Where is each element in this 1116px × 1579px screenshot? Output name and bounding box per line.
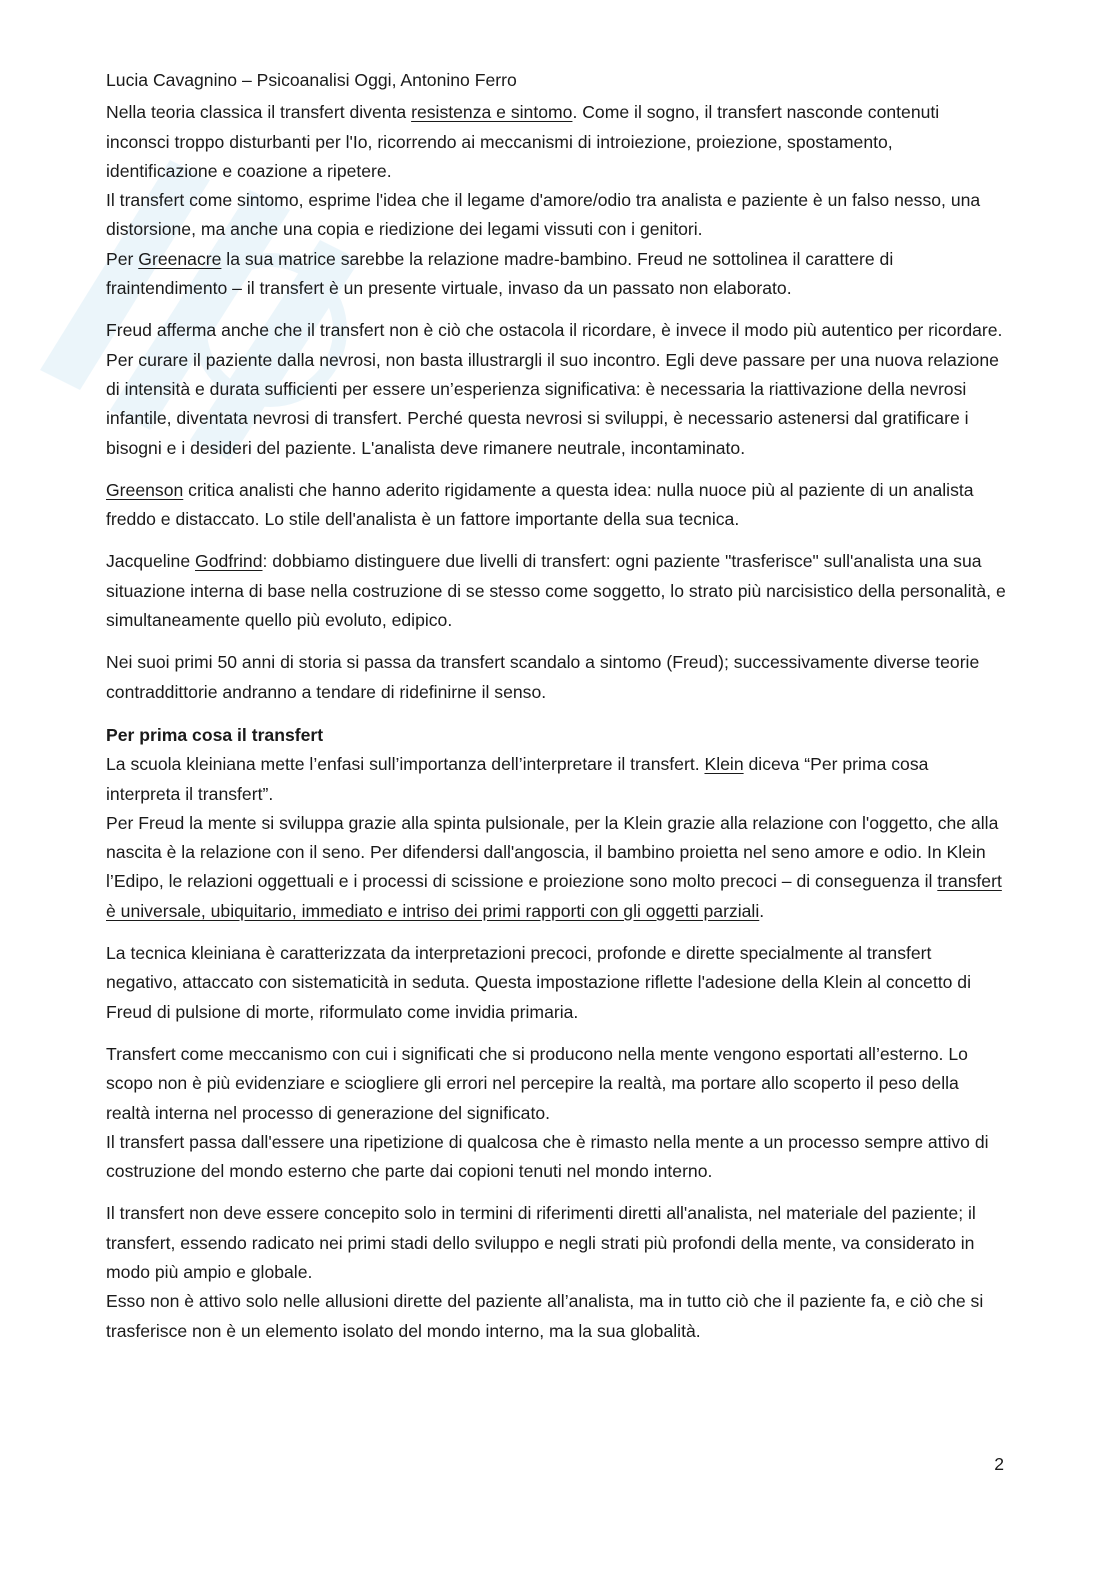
- underlined-author: Greenacre: [138, 248, 222, 269]
- paragraph-kleinian-school: La scuola kleiniana mette l’enfasi sull’importanza dell’interpretare il transfert. Klein diceva “Per prima cosa interpreta il transfert”.: [106, 754, 929, 804]
- underlined-phrase: transfert è universale, ubiquitario, immediato e intriso dei primi rapporti con gli oggetti parziali: [106, 871, 1002, 921]
- paragraph-greenson: Greenson critica analisti che hanno aderito rigidamente a questa idea: nulla nuoce più al paziente di un analista freddo e distaccato. Lo stile dell'analista è un fattore importante della sua tecnica.: [106, 479, 974, 530]
- paragraph-kleinian-technique: La tecnica kleiniana è caratterizzata da interpretazioni precoci, profonde e dirette specialmente al transfert negativo, attaccato con sistematicità in seduta. Questa impostazione riflette l'adesione della Klein al concetto di Freud di pulsione di morte, riformulato come invidia primaria.: [106, 943, 971, 1022]
- document-page: [106, 66, 1006, 1346]
- paragraph-klein-object: Per Freud la mente si sviluppa grazie alla spinta pulsionale, per la Klein grazie alla relazione con l'oggetto, che alla nascita è la relazione con il seno. Per difendersi dall'angoscia, il bambino proietta nel seno amore e odio. In Klein l’Edipo, le relazioni oggettuali e i processi di scissione e proiezione sono molto precoci – di conseguenza il transfert è universale, ubiquitario, immediato e intriso dei primi rapporti con gli oggetti parziali.: [106, 812, 1002, 921]
- paragraph-transfert-process: Il transfert passa dall'essere una ripetizione di qualcosa che è rimasto nella mente a un processo sempre attivo di costruzione del mondo esterno che parte dai copioni tenuti nel mondo interno.: [106, 1131, 989, 1182]
- paragraph-greenacre: Per Greenacre la sua matrice sarebbe la relazione madre-bambino. Freud ne sottolinea il carattere di fraintendimento – il transfert è un presente virtuale, invaso da un passato non elaborato.: [106, 248, 894, 299]
- page-number: 2: [994, 1454, 1004, 1474]
- paragraph-transfert-totality: Esso non è attivo solo nelle allusioni dirette del paziente all’analista, ma in tutto ciò che il paziente fa, e ciò che si trasferisce non è un elemento isolato del mondo interno, ma la sua globalità.: [106, 1291, 984, 1341]
- paragraph-transfert-mechanism: Transfert come meccanismo con cui i significati che si producono nella mente vengono esportati all’esterno. Lo scopo non è più evidenziare e sciogliere gli errori nel percepire la realtà, ma portare allo scoperto il peso della realtà interna nel processo di generazione del significato.: [106, 1043, 968, 1123]
- underlined-term: resistenza e sintomo: [411, 102, 573, 123]
- paragraph-godfrind: Jacqueline Godfrind: dobbiamo distinguere due livelli di transfert: ogni paziente "trasferisce" sull'analista una sua situazione interna di base nella costruzione di se stesso come soggetto, lo strato più narcisistico della personalità, e simultaneamente quello più evoluto, edipico.: [106, 551, 1006, 631]
- paragraph-transfert-global: Il transfert non deve essere concepito solo in termini di riferimenti diretti all'analista, nel materiale del paziente; il transfert, essendo radicato nei primi stadi dello sviluppo e negli strati più profondi della mente, va considerato in modo più ampio e globale.: [106, 1203, 976, 1282]
- paragraph-transfert-symptom: Il transfert come sintomo, esprime l'idea che il legame d'amore/odio tra analista e paziente è un falso nesso, una distorsione, ma anche una copia e riedizione dei legami vissuti con i genitori.: [106, 190, 981, 240]
- paragraph-freud-remembering: Freud afferma anche che il transfert non è ciò che ostacola il ricordare, è invece il modo più autentico per ricordare. Per curare il paziente dalla nevrosi, non basta illustrargli il suo incontro. Egli deve passare per una nuova relazione di intensità e durata sufficienti per essere un’esperienza significativa: è necessaria la riattivazione della nevrosi infantile, diventata nevrosi di transfert. Perché questa nevrosi si sviluppi, è necessario astenersi dal gratificare i bisogni e i desideri del paziente. L'analista deve rimanere neutrale, incontaminato.: [106, 320, 1003, 458]
- paragraph-classical-theory: Nella teoria classica il transfert diventa resistenza e sintomo. Come il sogno, il transfert nasconde contenuti inconsci troppo disturbanti per l'Io, ricorrendo ai meccanismi di introiezione, proiezione, spostamento, identificazione e coazione a ripetere.: [106, 102, 940, 181]
- section-title: Per prima cosa il transfert: [106, 724, 324, 745]
- underlined-author: Greenson: [106, 479, 184, 500]
- document-header: Lucia Cavagnino – Psicoanalisi Oggi, Antonino Ferro: [106, 70, 517, 90]
- underlined-author: Godfrind: [195, 551, 263, 572]
- paragraph-history: Nei suoi primi 50 anni di storia si passa da transfert scandalo a sintomo (Freud); successivamente diverse teorie contraddittorie andranno a tendare di ridefinirne il senso.: [106, 652, 980, 702]
- underlined-author: Klein: [704, 754, 744, 775]
